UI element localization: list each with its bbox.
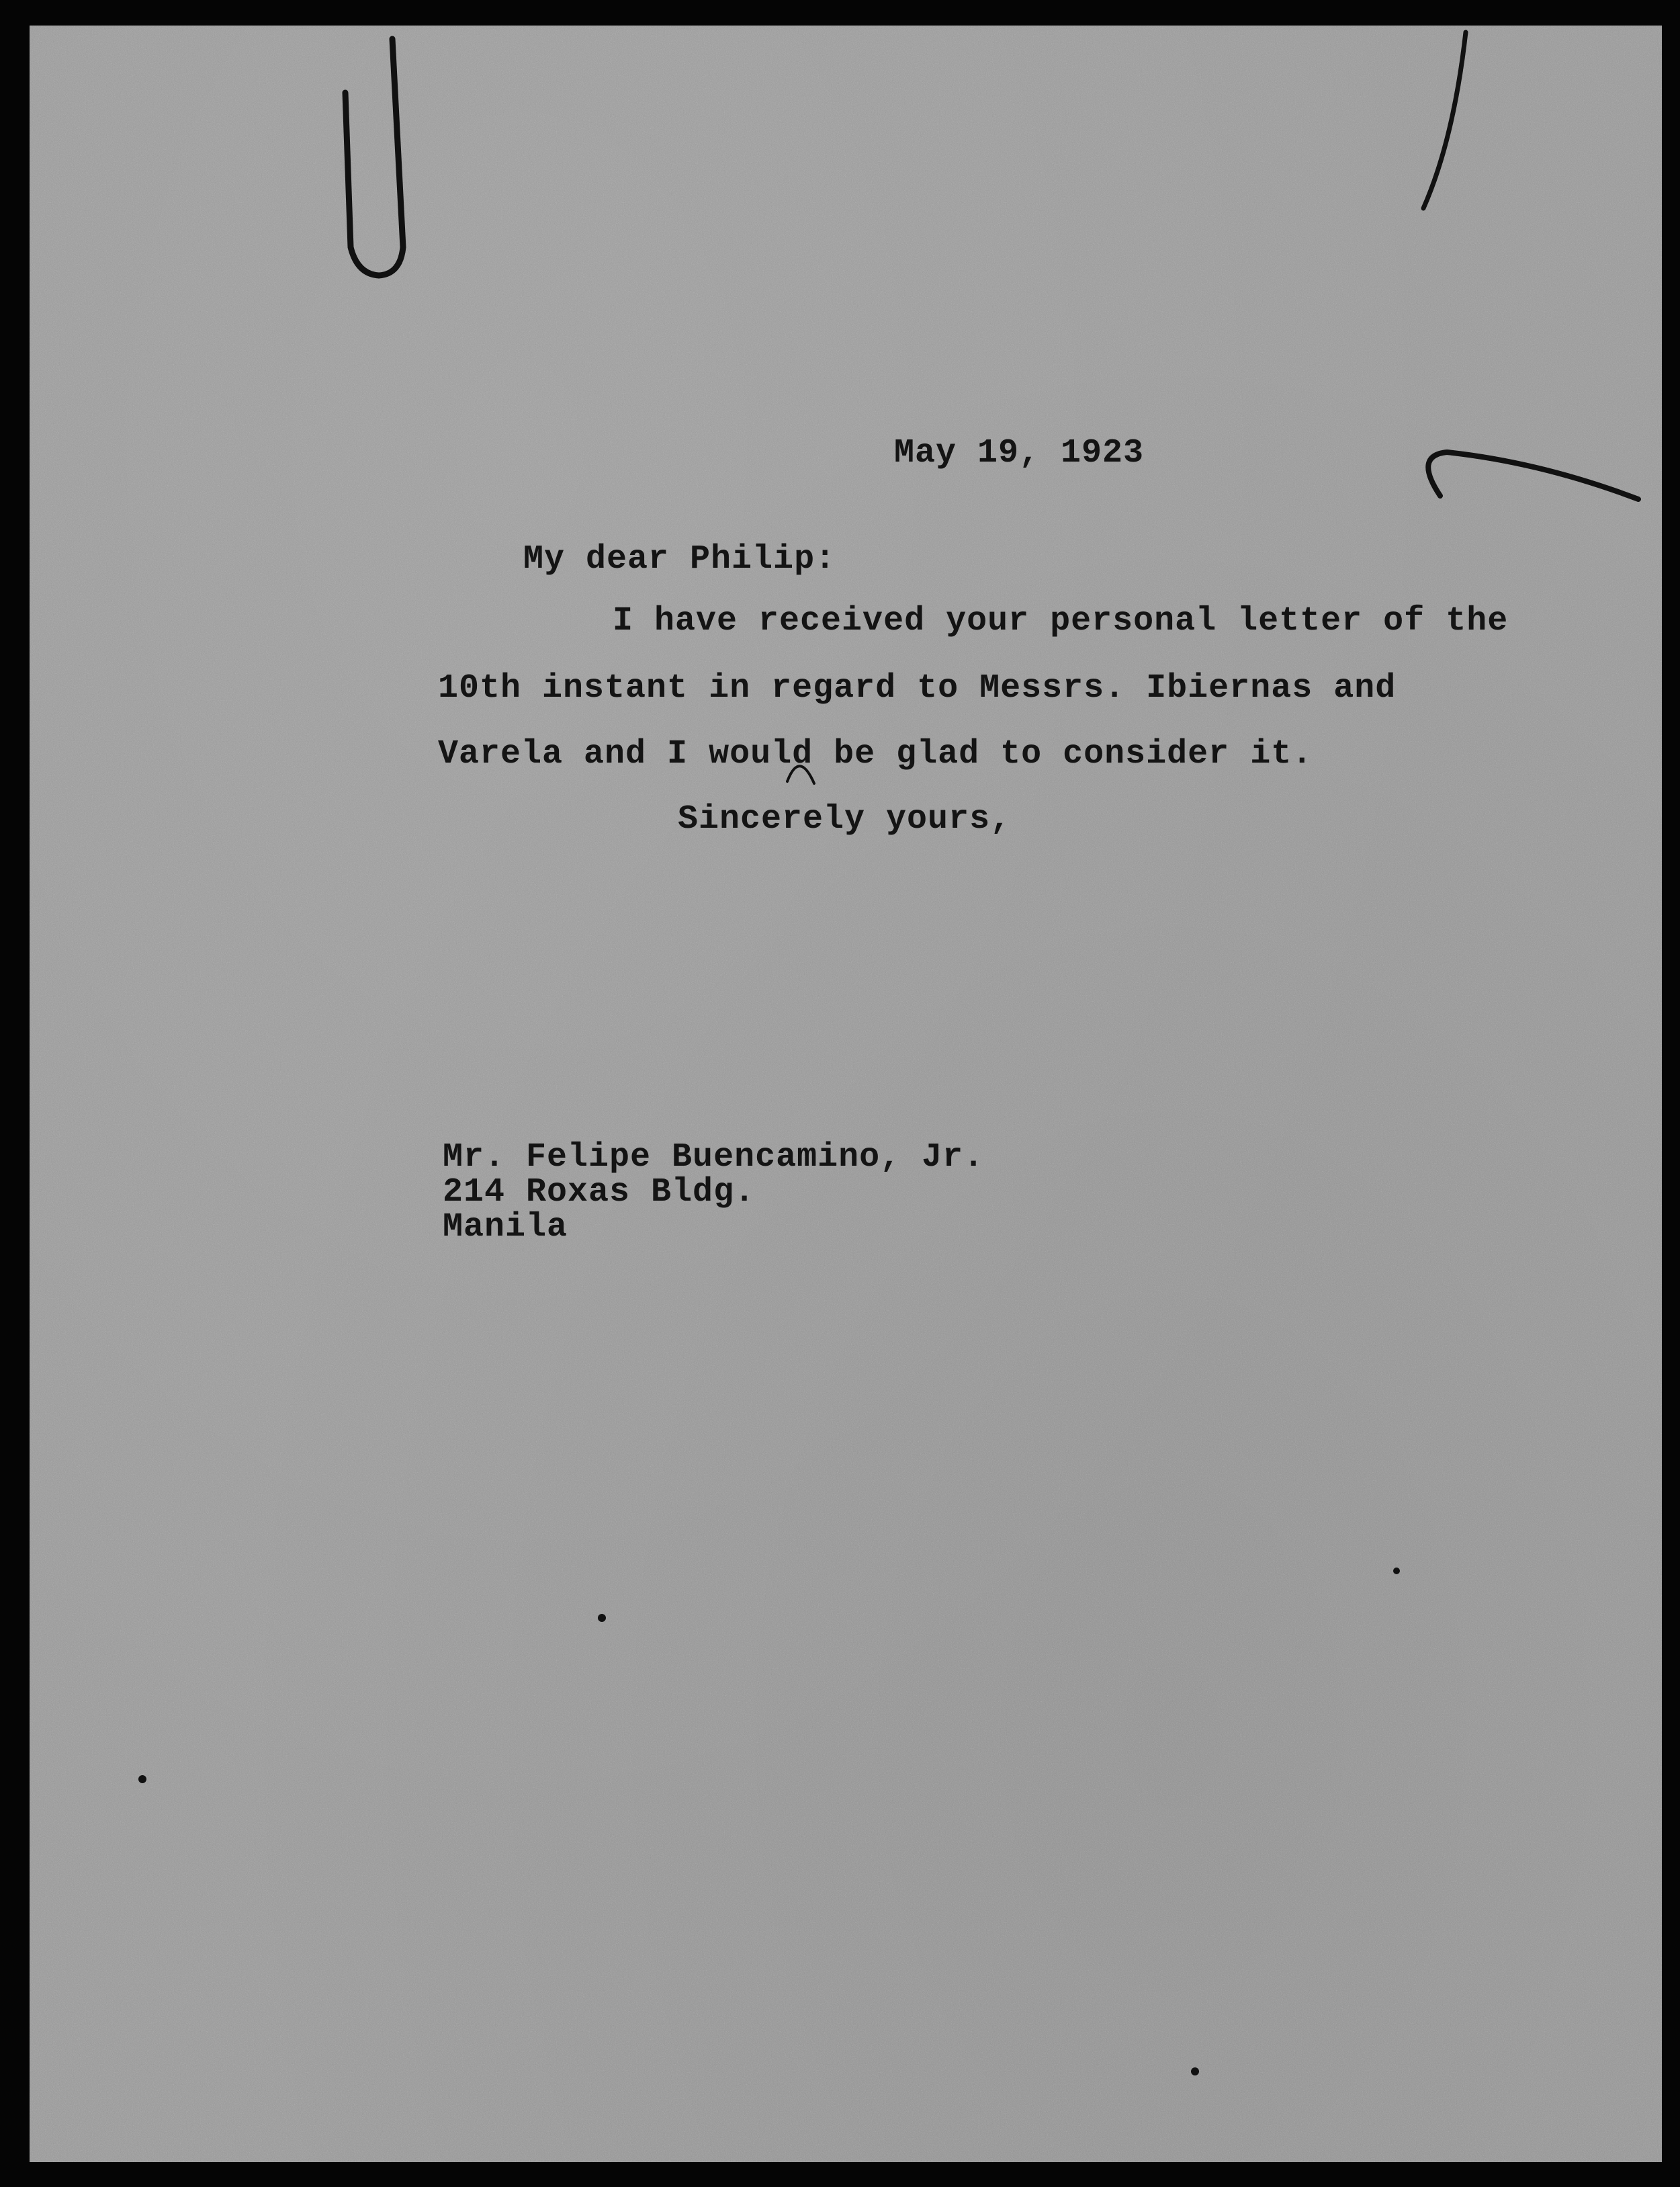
letter-date: May 19, 1923 (894, 434, 1145, 472)
letter-closing: Sincerely yours, (678, 800, 1012, 839)
address-line-name: Mr. Felipe Buencamino, Jr. (443, 1138, 985, 1176)
ink-speck (598, 1614, 606, 1622)
pen-stroke-right-margin (1428, 452, 1638, 499)
ink-speck (1191, 2067, 1199, 2075)
letter-body-line: 10th instant in regard to Messrs. Ibiernas and (438, 669, 1397, 707)
letter-page (30, 26, 1662, 2162)
ink-speck (1393, 1568, 1400, 1574)
paper-clip-mark (345, 39, 403, 275)
pen-stroke-top-right (1423, 32, 1466, 208)
caret-mark (787, 766, 814, 783)
letter-body-line: I have received your personal letter of the (613, 602, 1509, 640)
letter-body-line: Varela and I would be glad to consider it. (438, 735, 1313, 773)
pen-marks-overlay (30, 26, 1662, 2162)
ink-speck (138, 1775, 146, 1783)
address-line-city: Manila (443, 1208, 568, 1246)
letter-salutation: My dear Philip: (523, 540, 836, 578)
address-line-street: 214 Roxas Bldg. (443, 1173, 756, 1211)
